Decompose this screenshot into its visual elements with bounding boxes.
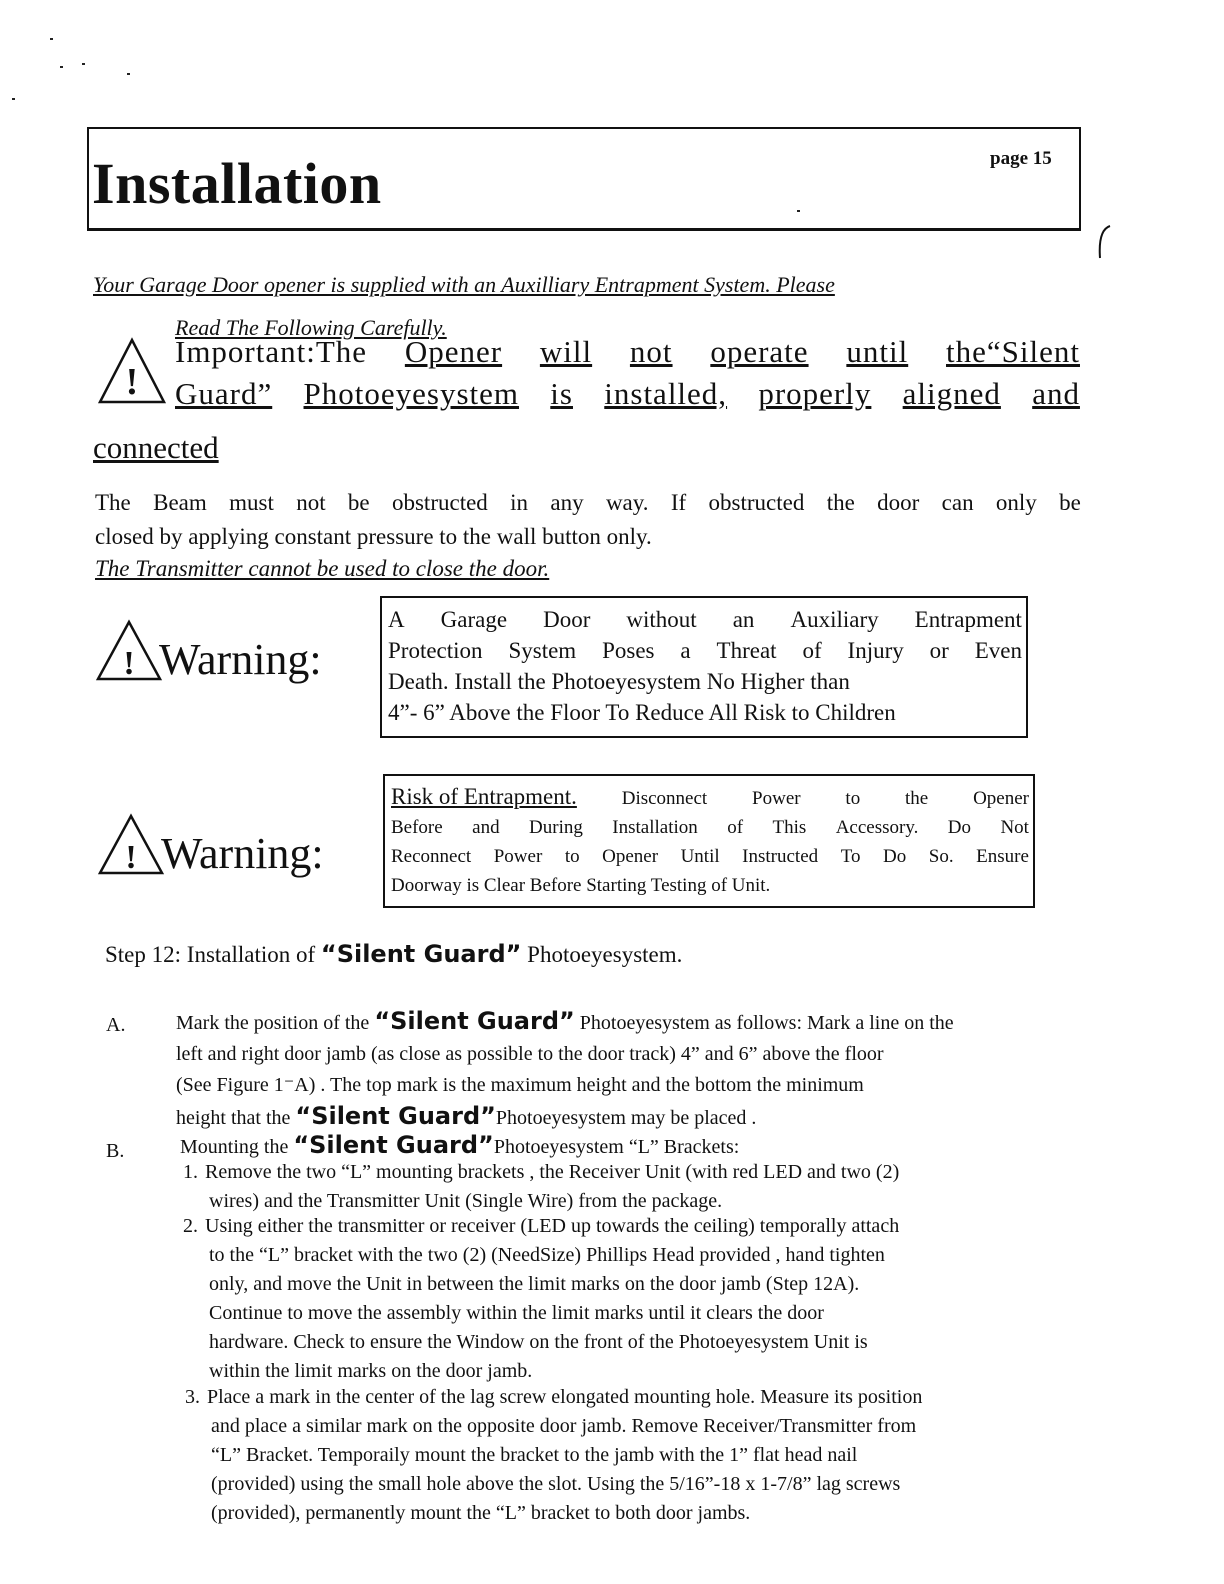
warning-word: A	[388, 607, 405, 632]
warning-word: the	[905, 788, 929, 809]
list-line: Using either the transmitter or receiver (LED up towards the ceiling) temporally attach	[205, 1215, 900, 1237]
scan-speck	[60, 66, 63, 68]
page-title: Installation	[92, 151, 382, 216]
text-run: Mark the position of the	[176, 1012, 375, 1034]
silent-guard-brand: “Silent Guard”	[374, 1007, 575, 1035]
list-item-2	[183, 1212, 899, 1386]
section-a-line: (See Figure 1⁻A) . The top mark is the maximum height and the bottom the minimum	[176, 1074, 864, 1096]
warning-word: or	[929, 638, 949, 663]
beam-word: obstructed	[708, 490, 805, 515]
warning-word: Before	[391, 817, 443, 838]
beam-word: The	[95, 490, 131, 515]
step-prefix: Step 12: Installation of	[105, 942, 321, 967]
warning-text: Warning:	[161, 829, 324, 878]
warning-word: without	[626, 607, 697, 632]
important-word: not	[629, 334, 673, 369]
silent-guard-brand: “Silent Guard”	[320, 940, 522, 968]
section-a-line: left and right door jamb (as close as possible to the door track) 4” and 6” above the floor	[176, 1043, 884, 1065]
warning-word: to	[564, 846, 580, 867]
warning-word: Power	[493, 846, 543, 867]
list-line: wires) and the Transmitter Unit (Single Wire) from the package.	[209, 1190, 723, 1212]
text-run: Mounting the	[180, 1136, 294, 1158]
scan-speck	[82, 63, 85, 65]
beam-word: in	[510, 490, 529, 515]
important-word: and	[1032, 376, 1080, 411]
page-number: page 15	[990, 148, 1052, 169]
warning-triangle-icon	[95, 618, 163, 682]
text-run: Photoeyesystem as follows: Mark a line on the	[574, 1012, 954, 1034]
warning-word: a	[680, 638, 691, 663]
list-number: 3.	[185, 1386, 200, 1408]
warning-word: an	[732, 607, 755, 632]
important-word: properly	[758, 376, 872, 411]
list-line: only, and move the Unit in between the limit marks on the door jamb (Step 12A).	[209, 1273, 860, 1295]
section-a-text	[176, 1006, 1096, 1134]
important-word: operate	[710, 334, 809, 369]
caution-triangle-icon	[96, 336, 168, 406]
list-item-1	[183, 1158, 899, 1216]
warning-word: Poses	[602, 638, 655, 663]
list-number: 2.	[183, 1215, 198, 1237]
list-line: (provided), permanently mount the “L” bracket to both door jambs.	[211, 1502, 751, 1524]
warning-word: Even	[974, 638, 1022, 663]
important-word: Photoeyesystem	[303, 376, 520, 411]
text-run: Photoeyesystem “L” Brackets:	[493, 1136, 740, 1158]
important-word: is	[550, 376, 573, 411]
important-word: Opener	[404, 334, 503, 369]
step-12-heading	[105, 940, 682, 968]
warning-word: Until	[680, 846, 720, 867]
warning-word: Injury	[847, 638, 904, 663]
warning-word: Threat	[716, 638, 777, 663]
beam-word: Beam	[153, 490, 207, 515]
list-line: hardware. Check to ensure the Window on the front of the Photoeyesystem Unit is	[209, 1331, 868, 1353]
warning-word: System	[508, 638, 577, 663]
section-a-line	[176, 1006, 1096, 1039]
beam-word: any	[550, 490, 584, 515]
beam-word: only	[995, 490, 1037, 515]
important-line-2	[175, 376, 1080, 412]
important-word: Important:The	[175, 334, 368, 369]
warning-word: Auxiliary	[790, 607, 879, 632]
warning-word: Disconnect	[621, 788, 708, 809]
intro-line-1: Your Garage Door opener is supplied with an Auxilliary Entrapment System. Please	[93, 272, 835, 297]
warning-text: Warning:	[159, 635, 322, 684]
silent-guard-brand: “Silent Guard”	[293, 1131, 494, 1159]
warning-word: During	[529, 817, 583, 838]
list-line: Remove the two “L” mounting brackets , the Receiver Unit (with red LED and two (2)	[205, 1161, 900, 1183]
text-run: height that the	[176, 1107, 296, 1129]
important-word: will	[539, 334, 593, 369]
scan-speck	[127, 73, 130, 75]
beam-word: must	[229, 490, 274, 515]
warning-line	[391, 782, 1029, 813]
warning-word: Power	[752, 788, 801, 809]
warning-word: Not	[1000, 817, 1029, 838]
silent-guard-brand: “Silent Guard”	[295, 1102, 496, 1130]
warning-word: So.	[928, 846, 954, 867]
warning-box-1	[380, 596, 1028, 738]
warning-line: Death. Install the Photoeyesystem No Higher than	[388, 669, 850, 694]
beam-word: can	[941, 490, 974, 515]
warning-word: Garage	[440, 607, 508, 632]
warning-word: Do	[947, 817, 972, 838]
beam-line-2: closed by applying constant pressure to the wall button only.	[95, 524, 652, 549]
warning-word: Instructed	[742, 846, 819, 867]
warning-word: Do	[883, 846, 907, 867]
important-word: the“Silent	[946, 334, 1080, 369]
warning-line	[391, 842, 1029, 871]
warning-word: Ensure	[976, 846, 1029, 867]
warning-word: To	[840, 846, 861, 867]
warning-word: Entrapment	[914, 607, 1022, 632]
risk-heading: Risk of Entrapment.	[391, 784, 577, 809]
list-line: within the limit marks on the door jamb.	[209, 1360, 533, 1382]
warning-box-2	[383, 774, 1035, 908]
important-line-1	[175, 334, 1080, 370]
step-suffix: Photoeyesystem.	[521, 942, 683, 967]
beam-word: not	[296, 490, 326, 515]
warning-word: This	[772, 817, 807, 838]
list-line: “L” Bracket. Temporaily mount the bracket to the jamb with the 1” flat head nail	[211, 1444, 858, 1466]
margin-bracket-mark	[1090, 222, 1114, 262]
beam-word: door	[877, 490, 920, 515]
warning-line: Doorway is Clear Before Starting Testing of Unit.	[391, 875, 771, 896]
list-line: Place a mark in the center of the lag screw elongated mounting hole. Measure its position	[207, 1386, 923, 1408]
warning-word: Opener	[973, 788, 1029, 809]
warning-line	[388, 604, 1022, 635]
section-a-marker: A.	[106, 1014, 126, 1036]
section-b-marker: B.	[106, 1140, 125, 1162]
important-line-3: connected	[93, 430, 219, 465]
svg-text:!: !	[125, 839, 137, 876]
warning-word: to	[845, 788, 861, 809]
warning-line	[388, 635, 1022, 666]
text-run: Photoeyesystem may be placed .	[495, 1107, 757, 1129]
beam-word: If	[670, 490, 687, 515]
beam-line-1	[95, 490, 1081, 516]
list-item-3	[185, 1383, 922, 1528]
warning-word: Protection	[388, 638, 483, 663]
svg-text:!: !	[123, 645, 135, 682]
warning-word: of	[802, 638, 822, 663]
list-line: and place a similar mark on the opposite door jamb. Remove Receiver/Transmitter from	[211, 1415, 917, 1437]
transmitter-note: The Transmitter cannot be used to close the door.	[95, 556, 550, 581]
list-line: Continue to move the assembly within the limit marks until it clears the door	[209, 1302, 824, 1324]
list-line: to the “L” bracket with the two (2) (NeedSize) Phillips Head provided , hand tighten	[209, 1244, 885, 1266]
warning-word: Accessory.	[835, 817, 919, 838]
warning-word: Reconnect	[391, 846, 472, 867]
beam-word: obstructed	[391, 490, 488, 515]
important-word: Guard”	[175, 376, 273, 411]
warning-word: Door	[543, 607, 591, 632]
warning-label-2	[97, 812, 324, 876]
scan-speck	[12, 98, 15, 100]
intro-line-2: Read The Following Carefully.	[175, 315, 447, 340]
important-word: aligned	[902, 376, 1001, 411]
warning-triangle-icon	[97, 812, 165, 876]
beam-word: be	[347, 490, 370, 515]
svg-text:!: !	[125, 361, 139, 403]
important-word: installed,	[604, 376, 728, 411]
important-word: until	[846, 334, 909, 369]
beam-word: be	[1059, 490, 1081, 515]
scan-speck	[50, 38, 53, 40]
warning-line	[391, 813, 1029, 842]
list-line: (provided) using the small hole above the slot. Using the 5/16”-18 x 1-7/8” lag screws	[211, 1473, 901, 1495]
list-number: 1.	[183, 1161, 198, 1183]
beam-word: way.	[605, 490, 649, 515]
warning-word: and	[472, 817, 500, 838]
warning-word: Installation	[612, 817, 698, 838]
warning-word: Opener	[602, 846, 659, 867]
warning-word: of	[727, 817, 744, 838]
warning-label-1	[95, 618, 322, 682]
beam-word: the	[826, 490, 855, 515]
warning-line: 4”- 6” Above the Floor To Reduce All Risk to Children	[388, 700, 896, 725]
